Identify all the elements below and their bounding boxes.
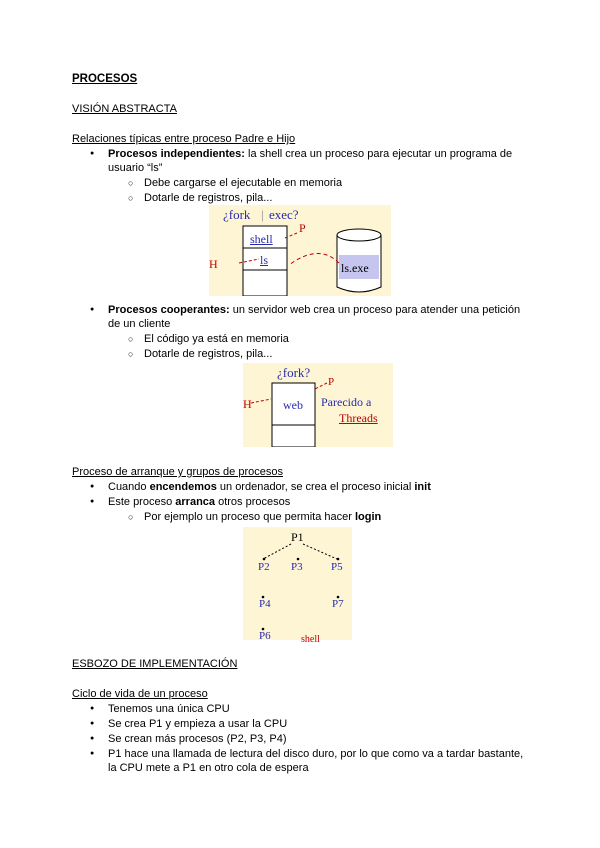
text: Este proceso bbox=[108, 496, 176, 508]
memory-box bbox=[272, 383, 315, 447]
list-item-cont: la CPU mete a P1 en otro cola de espera bbox=[108, 762, 309, 774]
tree-edge bbox=[263, 544, 291, 559]
process-tree-figure bbox=[243, 527, 352, 645]
list-item-cont: usuario “ls” bbox=[108, 162, 163, 174]
exe-label: ls.exe bbox=[341, 261, 369, 275]
list-item bbox=[108, 147, 512, 161]
sub-item: ○ Debe cargarse el ejecutable en memoria bbox=[144, 176, 342, 190]
p-label: P bbox=[299, 221, 306, 235]
fork-label: ¿fork? bbox=[277, 365, 311, 380]
list-item: ● Se crea P1 y empieza a usar la CPU bbox=[108, 717, 287, 731]
list-item: ● Se crean más procesos (P2, P3, P4) bbox=[108, 732, 287, 746]
term: Procesos independientes: bbox=[108, 148, 245, 160]
separator: | bbox=[261, 207, 264, 222]
node-p7: P7 bbox=[332, 598, 344, 610]
text: otros procesos bbox=[215, 496, 291, 508]
cut-label: shell bbox=[301, 634, 320, 645]
page-title: PROCESOS bbox=[72, 73, 138, 85]
load-arrow bbox=[289, 253, 339, 265]
node-p5: P5 bbox=[331, 561, 343, 573]
text: la shell crea un proceso para ejecutar un programa de bbox=[244, 148, 513, 160]
text: Por ejemplo un proceso que permita hacer bbox=[144, 511, 355, 523]
sub-item bbox=[144, 510, 381, 524]
sub-item: ○ Dotarle de registros, pila... bbox=[144, 191, 272, 205]
disk-top bbox=[337, 229, 381, 241]
list-item bbox=[108, 480, 431, 494]
list-item bbox=[108, 495, 290, 509]
node-p3: P3 bbox=[291, 561, 303, 573]
note-line2: Threads bbox=[339, 411, 378, 425]
h-arrow bbox=[251, 399, 271, 403]
text: un ordenador, se crea el proceso inicial bbox=[216, 481, 415, 493]
subsection-heading: Ciclo de vida de un proceso bbox=[72, 688, 208, 700]
sub-item: ○ El código ya está en memoria bbox=[144, 332, 289, 346]
node-p1: P1 bbox=[291, 530, 304, 544]
term: Procesos cooperantes: bbox=[108, 304, 230, 316]
term: encendemos bbox=[149, 481, 217, 493]
term: login bbox=[354, 511, 382, 523]
list-item: ● P1 hace una llamada de lectura del disco duro, por lo que como va a tardar bastante, bbox=[108, 747, 523, 761]
exec-label: exec? bbox=[269, 207, 299, 222]
fork-exec-figure bbox=[209, 205, 391, 296]
node-p6: P6 bbox=[259, 630, 271, 642]
subsection-heading: Relaciones típicas entre proceso Padre e Hijo bbox=[72, 133, 296, 145]
tree-edge bbox=[303, 544, 337, 559]
h-label: H bbox=[209, 257, 218, 271]
h-label: H bbox=[243, 397, 252, 411]
term: init bbox=[414, 481, 431, 493]
section-heading: ESBOZO DE IMPLEMENTACIÓN bbox=[72, 658, 238, 670]
subsection-heading: Proceso de arranque y grupos de procesos bbox=[72, 466, 283, 478]
list-item-cont: de un cliente bbox=[108, 318, 171, 330]
text: Cuando bbox=[108, 481, 150, 493]
fork-label: ¿fork bbox=[223, 207, 251, 222]
term: arranca bbox=[175, 496, 216, 508]
web-server-figure bbox=[243, 363, 393, 447]
list-item: ● Tenemos una única CPU bbox=[108, 702, 230, 716]
p-arrow bbox=[315, 383, 327, 389]
section-heading: VISIÓN ABSTRACTA bbox=[72, 103, 177, 115]
node-p4: P4 bbox=[259, 598, 271, 610]
ls-label: ls bbox=[260, 253, 269, 267]
note-line1: Parecido a bbox=[321, 395, 372, 409]
sub-item: ○ Dotarle de registros, pila... bbox=[144, 347, 272, 361]
list-item bbox=[108, 303, 520, 317]
p-label: P bbox=[328, 376, 335, 388]
node-p2: P2 bbox=[258, 561, 270, 573]
web-label: web bbox=[283, 398, 303, 412]
shell-label: shell bbox=[250, 232, 273, 246]
text: un servidor web crea un proceso para atender una petición bbox=[229, 304, 521, 316]
